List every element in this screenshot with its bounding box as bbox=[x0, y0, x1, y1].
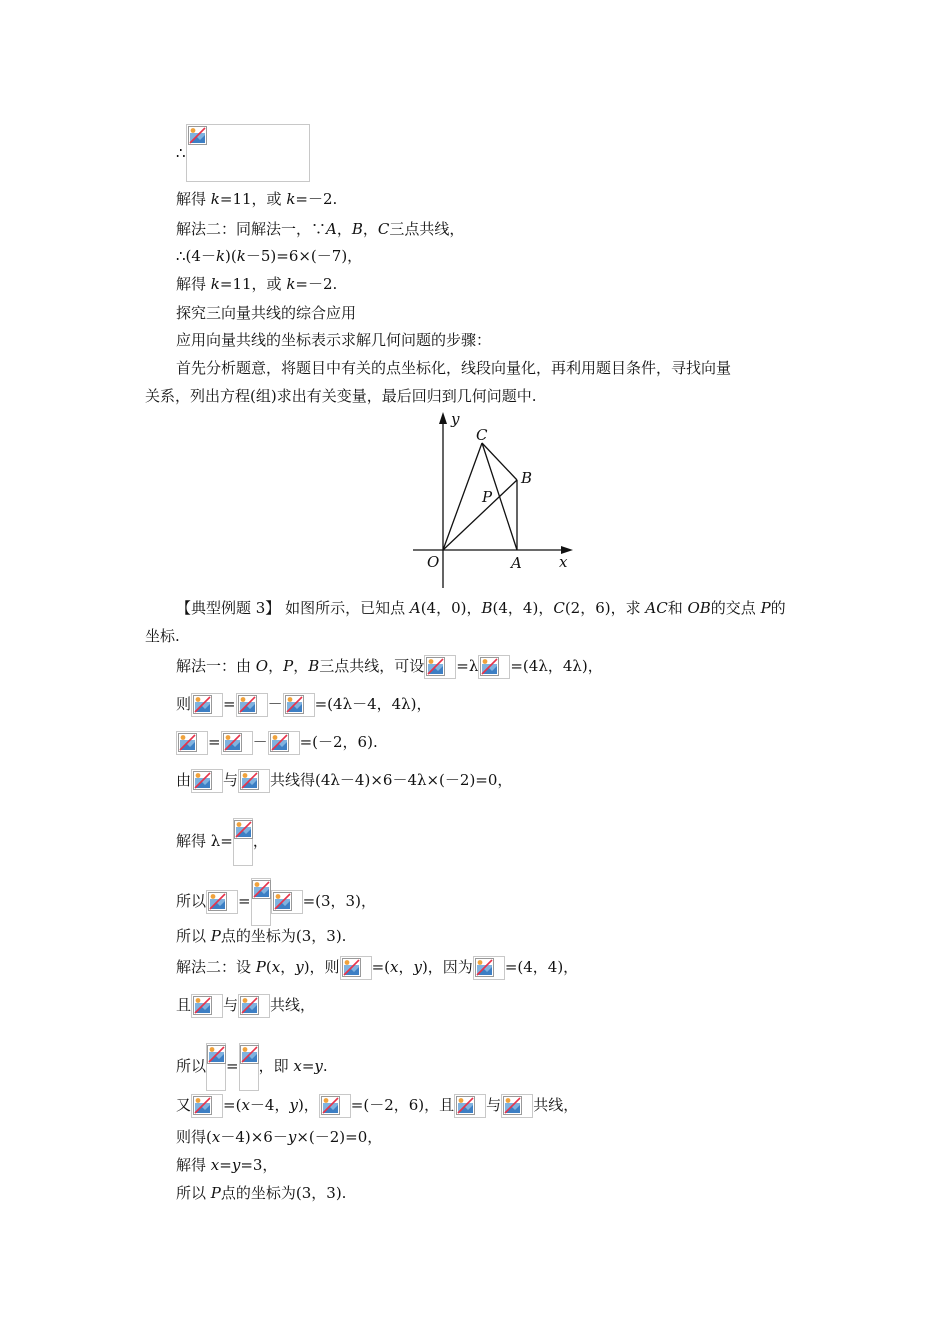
fraction-x-image bbox=[206, 1043, 226, 1091]
label-x: x bbox=[559, 553, 568, 571]
method-one-line-3: = － =(－2，6). bbox=[176, 731, 378, 755]
broken-image-icon bbox=[193, 1096, 212, 1115]
steps-paragraph-1: 首先分析题意，将题目中有关的点坐标化，线段向量化，再利用题目条件，寻找向量 bbox=[176, 359, 732, 377]
fraction-image-2 bbox=[251, 878, 271, 926]
broken-image-icon bbox=[178, 733, 197, 752]
vector-OA-image-2 bbox=[268, 731, 300, 755]
vector-AP-image-2 bbox=[191, 769, 223, 793]
vector-AC-image-3 bbox=[319, 1094, 351, 1118]
geometry-figure bbox=[405, 410, 585, 592]
label-P: P bbox=[482, 488, 493, 506]
therefore-symbol: ∴ bbox=[176, 144, 186, 162]
broken-image-icon bbox=[503, 1096, 522, 1115]
method-one-conclusion: 所以 P点的坐标为(3，3). bbox=[176, 927, 347, 945]
broken-image-icon bbox=[240, 996, 259, 1015]
broken-image-icon bbox=[270, 733, 289, 752]
broken-image-icon bbox=[207, 1045, 226, 1064]
broken-image-icon bbox=[273, 892, 292, 911]
segment-OC bbox=[443, 443, 482, 550]
example-3-line-2: 坐标. bbox=[145, 627, 180, 645]
broken-image-icon bbox=[193, 771, 212, 790]
broken-image-icon bbox=[238, 695, 257, 714]
vector-OB-image-2 bbox=[271, 890, 303, 914]
broken-image-icon bbox=[426, 657, 445, 676]
broken-image-icon bbox=[240, 771, 259, 790]
broken-image-icon bbox=[480, 657, 499, 676]
vector-AC-image bbox=[176, 731, 208, 755]
vector-OA-image bbox=[283, 693, 315, 717]
label-B: B bbox=[521, 469, 533, 487]
method-two-line-3: 所以 = ，即 x=y. bbox=[176, 1043, 328, 1091]
vector-AP-image bbox=[191, 693, 223, 717]
method-two-line-2: 且 与 共线， bbox=[176, 994, 315, 1018]
method-two-line-4: 又 =(x－4，y)， =(－2，6)，且 与 共线， bbox=[176, 1094, 578, 1118]
vector-AC-image-2 bbox=[238, 769, 270, 793]
vector-OC-image bbox=[221, 731, 253, 755]
method-two-line-5: 则得(x－4)×6－y×(－2)=0， bbox=[176, 1128, 383, 1146]
label-A: A bbox=[511, 554, 522, 572]
vector-OB-image-3 bbox=[473, 956, 505, 980]
broken-image-icon bbox=[188, 126, 207, 145]
example-3-line: 【典型例题 3】 如图所示，已知点 A(4，0)，B(4，4)，C(2，6)，求 AC和 OB的交点 P的 bbox=[176, 599, 786, 617]
steps-heading: 应用向量共线的坐标表示求解几何问题的步骤： bbox=[176, 331, 492, 349]
equation-line: ∴(4－k)(k－5)=6×(－7)， bbox=[176, 247, 363, 265]
method-two-conclusion: 所以 P点的坐标为(3，3). bbox=[176, 1184, 347, 1202]
label-C: C bbox=[476, 426, 488, 444]
broken-image-icon bbox=[475, 958, 494, 977]
section-heading: 探究三向量共线的综合应用 bbox=[176, 304, 357, 322]
solution-k-line-2: 解得 k=11，或 k=－2. bbox=[176, 275, 338, 293]
vector-OP-image-3 bbox=[206, 890, 238, 914]
vector-AC-image-4 bbox=[501, 1094, 533, 1118]
y-arrow-icon bbox=[439, 412, 447, 424]
broken-image-icon bbox=[208, 892, 227, 911]
method-two-line-6: 解得 x=y=3， bbox=[176, 1156, 278, 1174]
vector-AP-image-3 bbox=[191, 1094, 223, 1118]
broken-image-icon bbox=[193, 996, 212, 1015]
label-y: y bbox=[451, 410, 460, 428]
vector-AP-image-4 bbox=[454, 1094, 486, 1118]
vector-OP-image bbox=[424, 655, 456, 679]
vector-OP-image-2 bbox=[236, 693, 268, 717]
method-one-line-6: 所以 = =(3，3)， bbox=[176, 878, 376, 926]
steps-paragraph-2: 关系，列出方程(组)求出有关变量，最后回归到几何问题中. bbox=[145, 387, 537, 405]
broken-image-icon bbox=[285, 695, 304, 714]
method-two-line-1: 解法二：设 P(x，y)，则 =(x，y)，因为 =(4，4)， bbox=[176, 956, 578, 980]
broken-image-icon bbox=[223, 733, 242, 752]
fraction-image bbox=[233, 818, 253, 866]
fraction-y-image bbox=[239, 1043, 259, 1091]
broken-image-icon bbox=[234, 820, 253, 839]
vector-OP-image-5 bbox=[191, 994, 223, 1018]
method-one-line-4: 由 与 共线得(4λ－4)×6－4λ×(－2)=0， bbox=[176, 769, 512, 793]
method-one-line-1: 解法一：由 O，P，B三点共线，可设 =λ =(4λ，4λ)， bbox=[176, 655, 603, 679]
broken-image-equation bbox=[186, 124, 310, 182]
therefore-line bbox=[176, 124, 310, 182]
method-two-line: 解法二：同解法一，∵A，B，C三点共线， bbox=[176, 220, 465, 238]
vector-OP-image-4 bbox=[340, 956, 372, 980]
segment-CB bbox=[482, 443, 517, 480]
vector-OB-image-4 bbox=[238, 994, 270, 1018]
label-O: O bbox=[427, 553, 440, 571]
broken-image-icon bbox=[240, 1045, 259, 1064]
method-one-line-2: 则 = － =(4λ－4，4λ)， bbox=[176, 693, 432, 717]
solution-k-line: 解得 k=11，或 k=－2. bbox=[176, 190, 338, 208]
vector-OB-image bbox=[478, 655, 510, 679]
broken-image-icon bbox=[193, 695, 212, 714]
method-one-line-5: 解得 λ= ， bbox=[176, 818, 268, 866]
broken-image-icon bbox=[342, 958, 361, 977]
broken-image-icon bbox=[252, 880, 271, 899]
broken-image-icon bbox=[321, 1096, 340, 1115]
broken-image-icon bbox=[456, 1096, 475, 1115]
